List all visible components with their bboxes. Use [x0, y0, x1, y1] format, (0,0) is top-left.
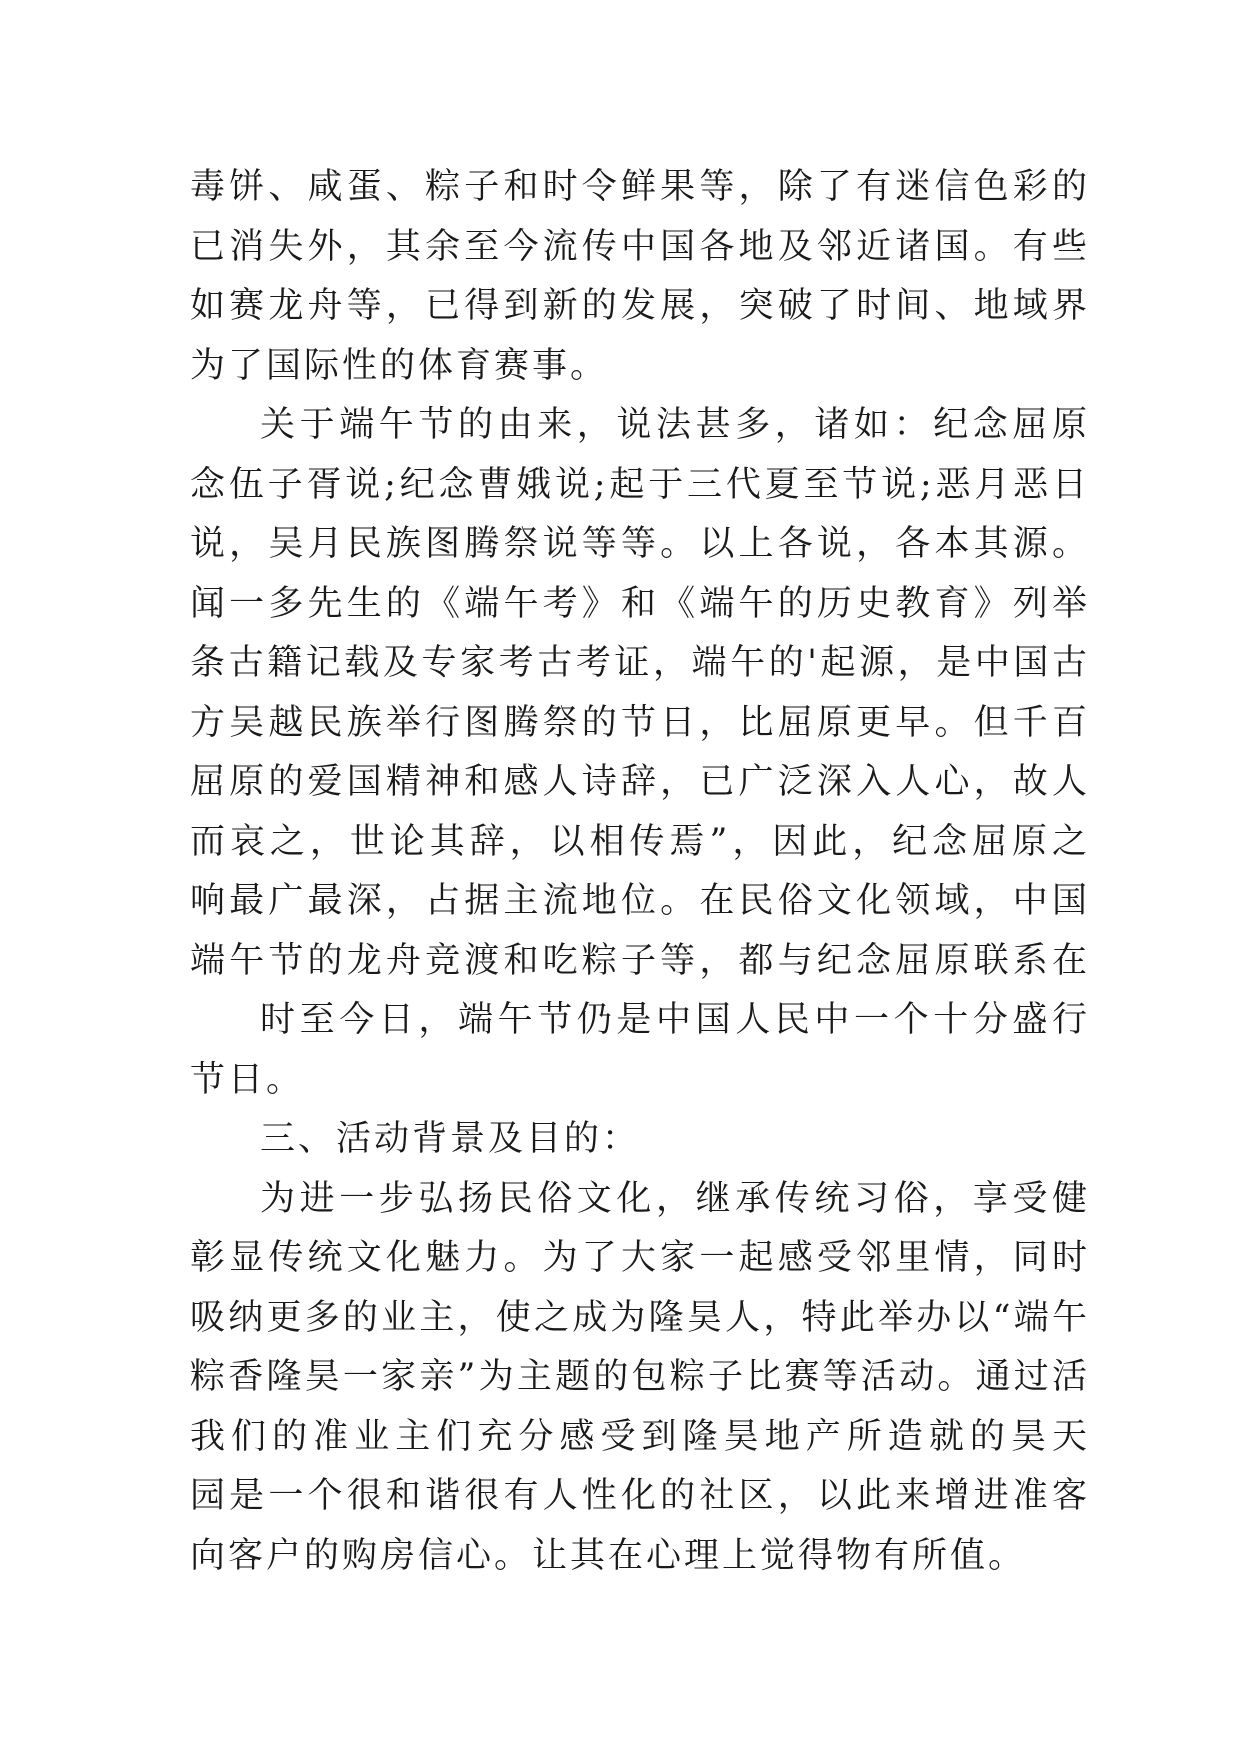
document-body — [190, 158, 1090, 1586]
text-line: 节日。 — [190, 1059, 305, 1100]
text-line: 园是一个很和谐很有人性化的社区，以此来增进准客 — [190, 1476, 1090, 1516]
text-line: 向客户的购房信心。让其在心理上觉得物有所值。 — [190, 1535, 1027, 1576]
text-line: 毒饼、咸蛋、粽子和时令鲜果等，除了有迷信色彩的 — [190, 167, 1090, 207]
text-line: 屈原的爱国精神和感人诗辞，已广泛深入人心，故人 — [190, 762, 1090, 802]
text-line: 方吴越民族举行图腾祭的节日，比屈原更早。但千百 — [190, 702, 1090, 743]
text-line: 说，吴月民族图腾祭说等等。以上各说，各本其源。 — [190, 524, 1090, 564]
text-line: 如赛龙舟等，已得到新的发展，突破了时间、地域界 — [190, 286, 1090, 326]
text-line: 吸纳更多的业主，使之成为隆昊人，特此举办以“端午 — [190, 1297, 1090, 1338]
text-line: 为进一步弘扬民俗文化，继承传统习俗，享受健 — [260, 1178, 1090, 1219]
text-line: 三、活动背景及目的： — [260, 1119, 641, 1159]
text-line: 已消失外，其余至今流传中国各地及邻近诸国。有些 — [190, 226, 1090, 267]
text-line: 念伍子胥说;纪念曹娥说;起于三代夏至节说;恶月恶日 — [190, 464, 1090, 505]
text-line: 关于端午节的由来，说法甚多，诸如：纪念屈原 — [260, 405, 1090, 445]
text-line: 彰显传统文化魅力。为了大家一起感受邻里情，同时 — [190, 1238, 1090, 1278]
text-line: 端午节的龙舟竞渡和吃粽子等，都与纪念屈原联系在 — [190, 940, 1090, 981]
text-line: 而哀之，世论其辞，以相传焉”，因此，纪念屈原之 — [190, 821, 1090, 862]
text-line: 为了国际性的体育赛事。 — [190, 345, 609, 386]
text-line: 闻一多先生的《端午考》和《端午的历史教育》列举 — [190, 583, 1090, 624]
text-line: 粽香隆昊一家亲”为主题的包粽子比赛等活动。通过活 — [190, 1357, 1090, 1397]
text-line: 我们的准业主们充分感受到隆昊地产所造就的昊天 — [190, 1416, 1090, 1457]
text-line: 条古籍记载及专家考古考证，端午的'起源，是中国古 — [190, 643, 1090, 683]
text-line: 响最广最深，占据主流地位。在民俗文化领域，中国 — [190, 881, 1090, 921]
text-line: 时至今日，端午节仍是中国人民中一个十分盛行 — [260, 1000, 1090, 1040]
